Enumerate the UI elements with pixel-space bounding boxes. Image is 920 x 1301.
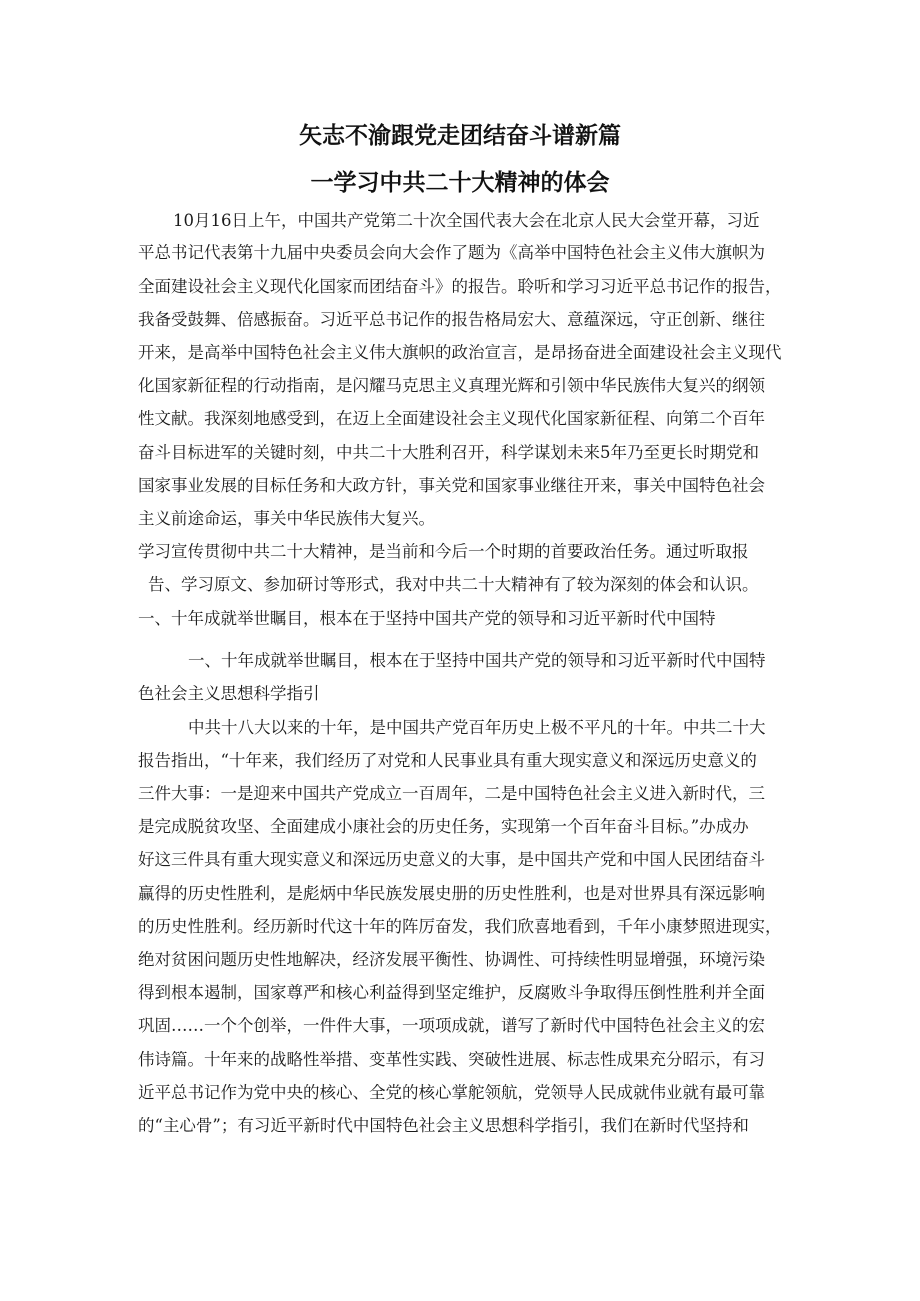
body-line: 是完成脱贫攻坚、全面建成小康社会的历史任务，实现第一个百年奋斗目标。”办成办 bbox=[138, 817, 749, 836]
body-line: 全面建设社会主义现代化国家而团结奋斗》的报告。聆听和学习习近平总书记作的报告， bbox=[138, 277, 782, 296]
section-heading-line: 色社会主义思想科学指引 bbox=[138, 684, 320, 703]
body-line: 告、学习原文、参加研讨等形式，我对中共二十大精神有了较为深刻的体会和认识。 bbox=[148, 575, 759, 594]
body-line: 性文献。我深刻地感受到，在迈上全面建设社会主义现代化国家新征程、向第二个百年 bbox=[138, 409, 765, 428]
document-title: 矢志不渝跟党走团结奋斗谱新篇 bbox=[299, 123, 621, 149]
body-line: 得到根本遏制，国家尊严和核心利益得到坚定维护，反腐败斗争取得压倒性胜利并全面 bbox=[138, 983, 765, 1002]
body-line: 中共十八大以来的十年，是中国共产党百年历史上极不平凡的十年。中共二十大 bbox=[188, 718, 766, 737]
body-line: 开来，是高举中国特色社会主义伟大旗帜的政治宣言，是昂扬奋进全面建设社会主义现代 bbox=[138, 343, 782, 362]
body-line: 国家事业发展的目标任务和大政方针，事关党和国家事业继往开来，事关中国特色社会 bbox=[138, 476, 765, 495]
body-line: 我备受鼓舞、倍感振奋。习近平总书记作的报告格局宏大、意蕴深远，守正创新、继往 bbox=[138, 310, 765, 329]
body-line: 伟诗篇。十年来的战略性举措、变革性实践、突破性进展、标志性成果充分昭示，有习 bbox=[138, 1050, 765, 1069]
body-line: 的“主心骨”；有习近平新时代中国特色社会主义思想科学指引，我们在新时代坚持和 bbox=[138, 1116, 749, 1135]
body-line: 赢得的历史性胜利，是彪炳中华民族发展史册的历史性胜利，也是对世界具有深远影响 bbox=[138, 884, 765, 903]
body-line: 报告指出，“十年来，我们经历了对党和人民事业具有重大现实意义和深远历史意义的 bbox=[138, 751, 757, 770]
document-subtitle: 一学习中共二十大精神的体会 bbox=[310, 170, 610, 196]
body-line: 10月16日上午，中国共产党第二十次全国代表大会在北京人民大会堂开幕，习近 bbox=[173, 211, 760, 230]
body-line: 近平总书记作为党中央的核心、全党的核心掌舵领航，党领导人民成就伟业就有最可靠 bbox=[138, 1083, 765, 1102]
body-line: 三件大事：一是迎来中国共产党成立一百周年，二是中国特色社会主义进入新时代，三 bbox=[138, 784, 765, 803]
body-line: 主义前途命运，事关中华民族伟大复兴。 bbox=[138, 509, 435, 528]
body-line: 巩固……一个个创举，一件件大事，一项项成就，谱写了新时代中国特色社会主义的宏 bbox=[138, 1016, 765, 1035]
body-line: 平总书记代表第十九届中央委员会向大会作了题为《高举中国特色社会主义伟大旗帜为 bbox=[138, 243, 765, 262]
body-line: 学习宣传贯彻中共二十大精神，是当前和今后一个时期的首要政治任务。通过听取报 bbox=[138, 542, 749, 561]
section-heading-line: 一、十年成就举世瞩目，根本在于坚持中国共产党的领导和习近平新时代中国特 bbox=[188, 651, 766, 670]
body-line: 化国家新征程的行动指南，是闪耀马克思主义真理光辉和引领中华民族伟大复兴的纲领 bbox=[138, 376, 765, 395]
body-line: 一、十年成就举世瞩目，根本在于坚持中国共产党的领导和习近平新时代中国特 bbox=[138, 609, 716, 628]
body-line: 奋斗目标进军的关键时刻，中共二十大胜利召开，科学谋划未来5年乃至更长时期党和 bbox=[138, 443, 759, 462]
body-line: 绝对贫困问题历史性地解决，经济发展平衡性、协调性、可持续性明显增强，环境污染 bbox=[138, 950, 765, 969]
body-line: 的历史性胜利。经历新时代这十年的阵厉奋发，我们欣喜地看到，千年小康梦照进现实， bbox=[138, 917, 782, 936]
body-line: 好这三件具有重大现实意义和深远历史意义的大事，是中国共产党和中国人民团结奋斗 bbox=[138, 850, 765, 869]
